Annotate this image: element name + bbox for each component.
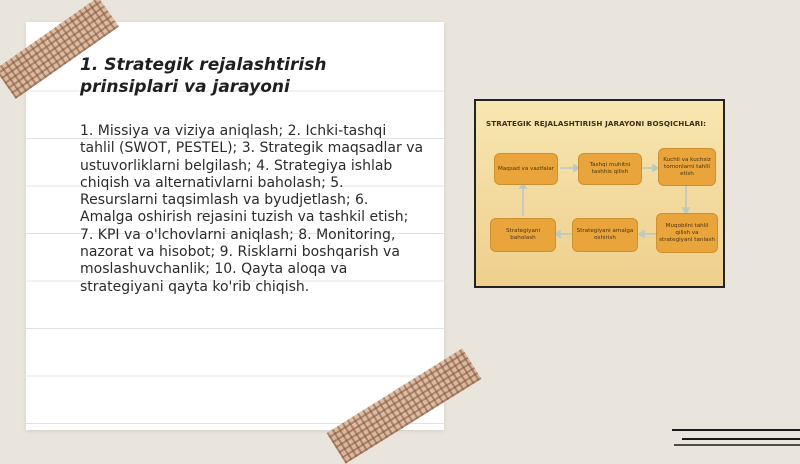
diagram-step-3: Kuchli va kuchsiz tomonlarni tahlil etish (658, 148, 716, 186)
decorative-lines (672, 424, 800, 450)
diagram-image (474, 99, 725, 288)
diagram-step-5: Strategiyani amalga oshirish (572, 218, 638, 252)
diagram-step-2: Tashqi muhitni tashhis qilish (578, 153, 642, 185)
diagram-arrows (476, 101, 725, 288)
slide-body-text: 1. Missiya va viziya aniqlash; 2. Ichki-tashqi tahlil (SWOT, PESTEL); 3. Strategik maqsadlar va ustuvorliklarni belgilash; 4. Strategiya ishlab chiqish va alternativlarni baholash; 5. Resurslarni taqsimlash va byudjetlash; 6. Amalga oshirish rejasini tuzish va tashkil etish; 7. KPI va o'lchovlarni aniqlash; 8. Monitoring, nazorat va hisobot; 9. Risklarni boshqarish va moslashuvchanlik; 10. Qayta aloqa va strategiyani qayta ko'rib chiqish. (80, 123, 424, 295)
diagram-step-1: Maqsad va vazifalar (494, 153, 558, 185)
diagram-step-6: Strategiyani baholash (490, 218, 556, 252)
diagram-step-4: Muqobilni tahlil qilish va strategiyani tanlash (656, 213, 718, 253)
slide-title: 1. Strategik rejalashtirish prinsiplari va jarayoni (80, 55, 327, 97)
diagram-title: STRATEGIK REJALASHTIRISH JARAYONI BOSQICHLARI: (486, 119, 707, 128)
